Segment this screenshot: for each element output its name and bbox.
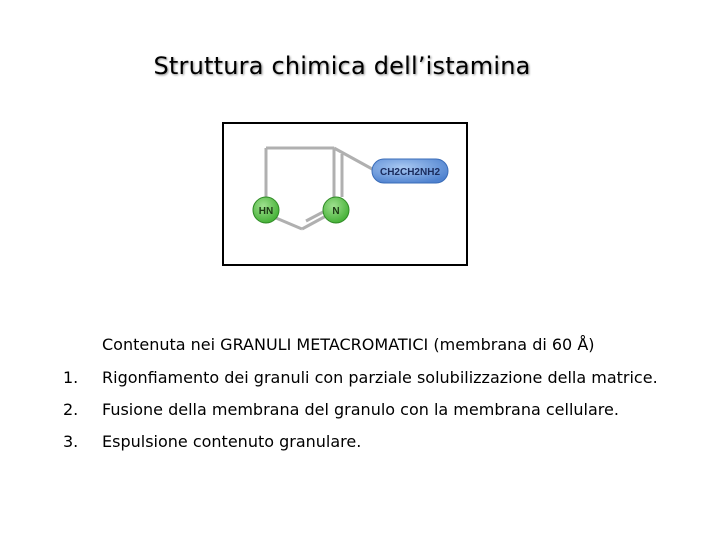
- histamine-structure-diagram: [224, 124, 466, 264]
- intro-text: Contenuta nei GRANULI METACROMATICI (membrana di 60 Å): [102, 335, 595, 354]
- list-item-text: Fusione della membrana del granulo con la membrana cellulare.: [102, 400, 619, 419]
- list-item-text: Rigonfiamento dei granuli con parziale solubilizzazione della matrice.: [102, 368, 658, 387]
- hn-atom-label: HN: [258, 206, 274, 217]
- list-item-number: 1.: [63, 368, 79, 387]
- slide-title: Struttura chimica dell’istamina: [153, 52, 531, 80]
- n-atom-label: N: [332, 206, 340, 217]
- list-item-text: Espulsione contenuto granulare.: [102, 432, 362, 451]
- ring-bonds: [266, 148, 374, 229]
- list-item-number: 3.: [63, 432, 79, 451]
- histamine-structure-figure: [222, 122, 468, 266]
- side-chain-label: CH2CH2NH2: [379, 167, 441, 178]
- list-item-number: 2.: [63, 400, 79, 419]
